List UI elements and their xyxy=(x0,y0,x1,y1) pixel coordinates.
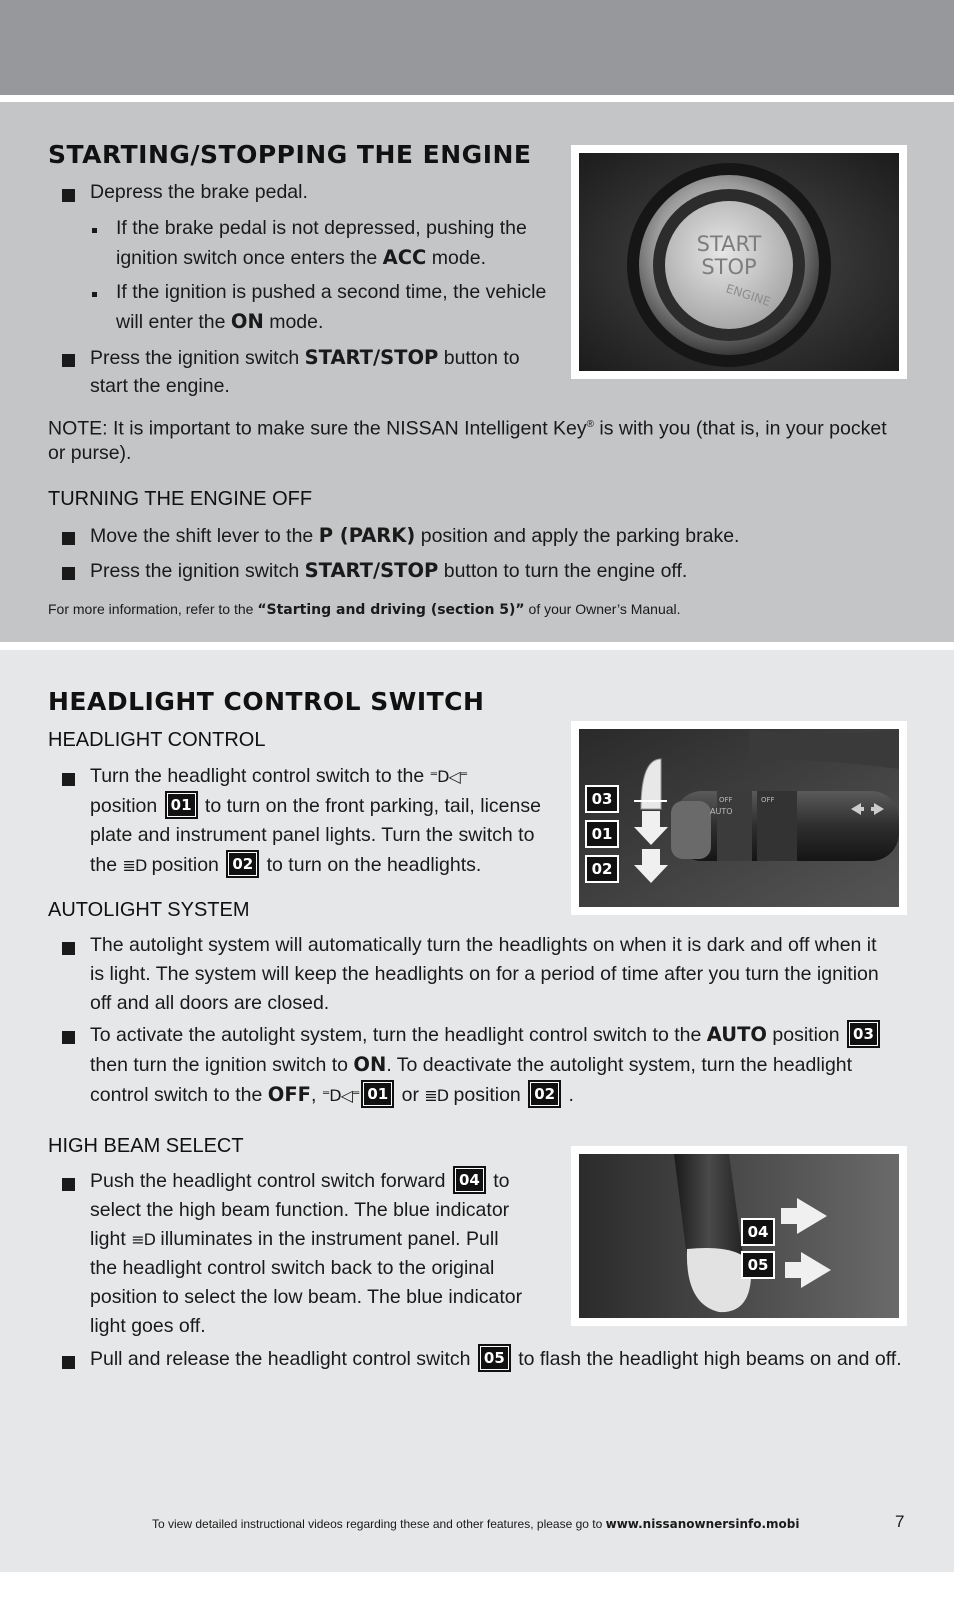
parking-light-icon: ⁼D◁⁼ xyxy=(321,1086,360,1105)
bullet xyxy=(62,1178,75,1191)
hb-line4: the headlight control switch back to the original xyxy=(90,1257,495,1279)
hb-line6: light goes off. xyxy=(90,1315,206,1337)
hl-line1: Turn the headlight control switch to the ⁼D◁⁼ xyxy=(90,765,468,787)
auto-line1: The autolight system will automatically turn the headlights on when it is dark and off when it xyxy=(90,934,877,956)
engine-title: STARTING/STOPPING THE ENGINE xyxy=(48,140,532,169)
badge-01: 01 xyxy=(363,1082,392,1106)
high-beam-photo xyxy=(571,1146,907,1326)
engine-sub1-line2: ignition switch once enters the ACC mode. xyxy=(116,246,486,269)
hb-bullet-2: Pull and release the headlight control switch 05 to flash the headlight high beams on and off. xyxy=(90,1348,902,1370)
auto2-line2: then turn the ignition switch to ON. To deactivate the autolight system, turn the headlight xyxy=(90,1053,853,1076)
engine-bullet-2-line2: start the engine. xyxy=(90,375,230,397)
bullet xyxy=(62,567,75,580)
hl-line4: the ≣D position 02 to turn on the headlights. xyxy=(90,854,482,876)
auto2-line1: To activate the autolight system, turn the headlight control switch to the AUTO position 03 xyxy=(90,1020,882,1050)
footer-url[interactable]: www.nissanownersinfo.mobi xyxy=(605,1517,800,1531)
badge-03: 03 xyxy=(849,1022,878,1046)
engine-bullet-2-line1: Press the ignition switch START/STOP button to xyxy=(90,346,520,369)
callout-04: 04 xyxy=(741,1218,775,1246)
high-beam-stalk-image xyxy=(579,1154,899,1318)
bullet xyxy=(62,773,75,786)
badge-05: 05 xyxy=(480,1346,509,1370)
footer-text: To view detailed instructional videos regarding these and other features, please go to www.nissanownersinfo.mobi xyxy=(152,1517,800,1531)
headlight-title: HEADLIGHT CONTROL SWITCH xyxy=(48,687,485,716)
engine-sub2-line1: If the ignition is pushed a second time, the vehicle xyxy=(116,281,547,303)
auto2-line3: control switch to the OFF, ⁼D◁⁼ 01 or ≣D position 02 . xyxy=(90,1083,574,1106)
hb-line2: select the high beam function. The blue indicator xyxy=(90,1199,510,1221)
start-text: START xyxy=(696,232,762,256)
start-stop-photo xyxy=(571,145,907,379)
off-bullet-2: Press the ignition switch START/STOP button to turn the engine off. xyxy=(90,559,688,582)
callout-03: 03 xyxy=(585,785,619,813)
hb-line1: Push the headlight control switch forward 04 to xyxy=(90,1170,510,1192)
engine-sub2-line2: will enter the ON mode. xyxy=(116,310,324,333)
turning-engine-off-heading: TURNING THE ENGINE OFF xyxy=(48,488,313,510)
sub-bullet xyxy=(92,228,97,233)
badge-04: 04 xyxy=(455,1168,484,1192)
stalk-off-label-2: OFF xyxy=(761,796,775,804)
bullet xyxy=(62,942,75,955)
callout-05: 05 xyxy=(741,1251,775,1279)
engine-text: ENGINE xyxy=(724,281,773,309)
badge-02: 02 xyxy=(228,852,257,876)
hl-line3: plate and instrument panel lights. Turn the switch to xyxy=(90,824,535,846)
note-line1: NOTE: It is important to make sure the NISSAN Intelligent Key® is with you (that is, in your pocket xyxy=(48,417,887,440)
headlight-icon: ≣D xyxy=(424,1086,449,1105)
parking-light-icon: ⁼D◁⁼ xyxy=(429,767,468,786)
engine-bullet-1: Depress the brake pedal. xyxy=(90,181,308,203)
engine-sub1-line1: If the brake pedal is not depressed, pushing the xyxy=(116,217,527,239)
hb-line3: light ≡D illuminates in the instrument panel. Pull xyxy=(90,1228,499,1250)
stop-text: STOP xyxy=(701,255,757,279)
bullet xyxy=(62,1356,75,1369)
stalk-auto-label: AUTO xyxy=(710,807,733,816)
high-beam-icon: ≡D xyxy=(131,1230,155,1249)
auto-line2: is light. The system will keep the headlights on for a period of time after you turn the ignition xyxy=(90,963,879,985)
bullet xyxy=(62,189,75,202)
bullet xyxy=(62,354,75,367)
badge-02: 02 xyxy=(530,1082,559,1106)
bullet xyxy=(62,1031,75,1044)
high-beam-heading: HIGH BEAM SELECT xyxy=(48,1135,244,1157)
callout-02: 02 xyxy=(585,855,619,883)
headlight-control-heading: HEADLIGHT CONTROL xyxy=(48,729,266,751)
top-band xyxy=(0,0,954,95)
headlight-icon: ≣D xyxy=(122,856,147,875)
headlight-stalk-image xyxy=(579,729,899,907)
start-stop-button-image xyxy=(579,153,899,371)
autolight-heading: AUTOLIGHT SYSTEM xyxy=(48,899,250,921)
headlight-stalk-photo xyxy=(571,721,907,915)
stalk-off-label-1: OFF xyxy=(719,796,733,804)
page-number: 7 xyxy=(895,1512,905,1531)
more-info: For more information, refer to the “Starting and driving (section 5)” of your Owner’s Manual. xyxy=(48,601,681,618)
sub-bullet xyxy=(92,292,97,297)
off-bullet-1: Move the shift lever to the P (PARK) position and apply the parking brake. xyxy=(90,524,740,547)
auto-line3: off and all doors are closed. xyxy=(90,992,330,1014)
hl-line2: position 01 to turn on the front parking, tail, license xyxy=(90,795,541,817)
callout-01: 01 xyxy=(585,820,619,848)
note-line2: or purse). xyxy=(48,442,132,464)
bullet xyxy=(62,532,75,545)
badge-01: 01 xyxy=(167,793,196,817)
hb-line5: position to select the low beam. The blue indicator xyxy=(90,1286,523,1308)
